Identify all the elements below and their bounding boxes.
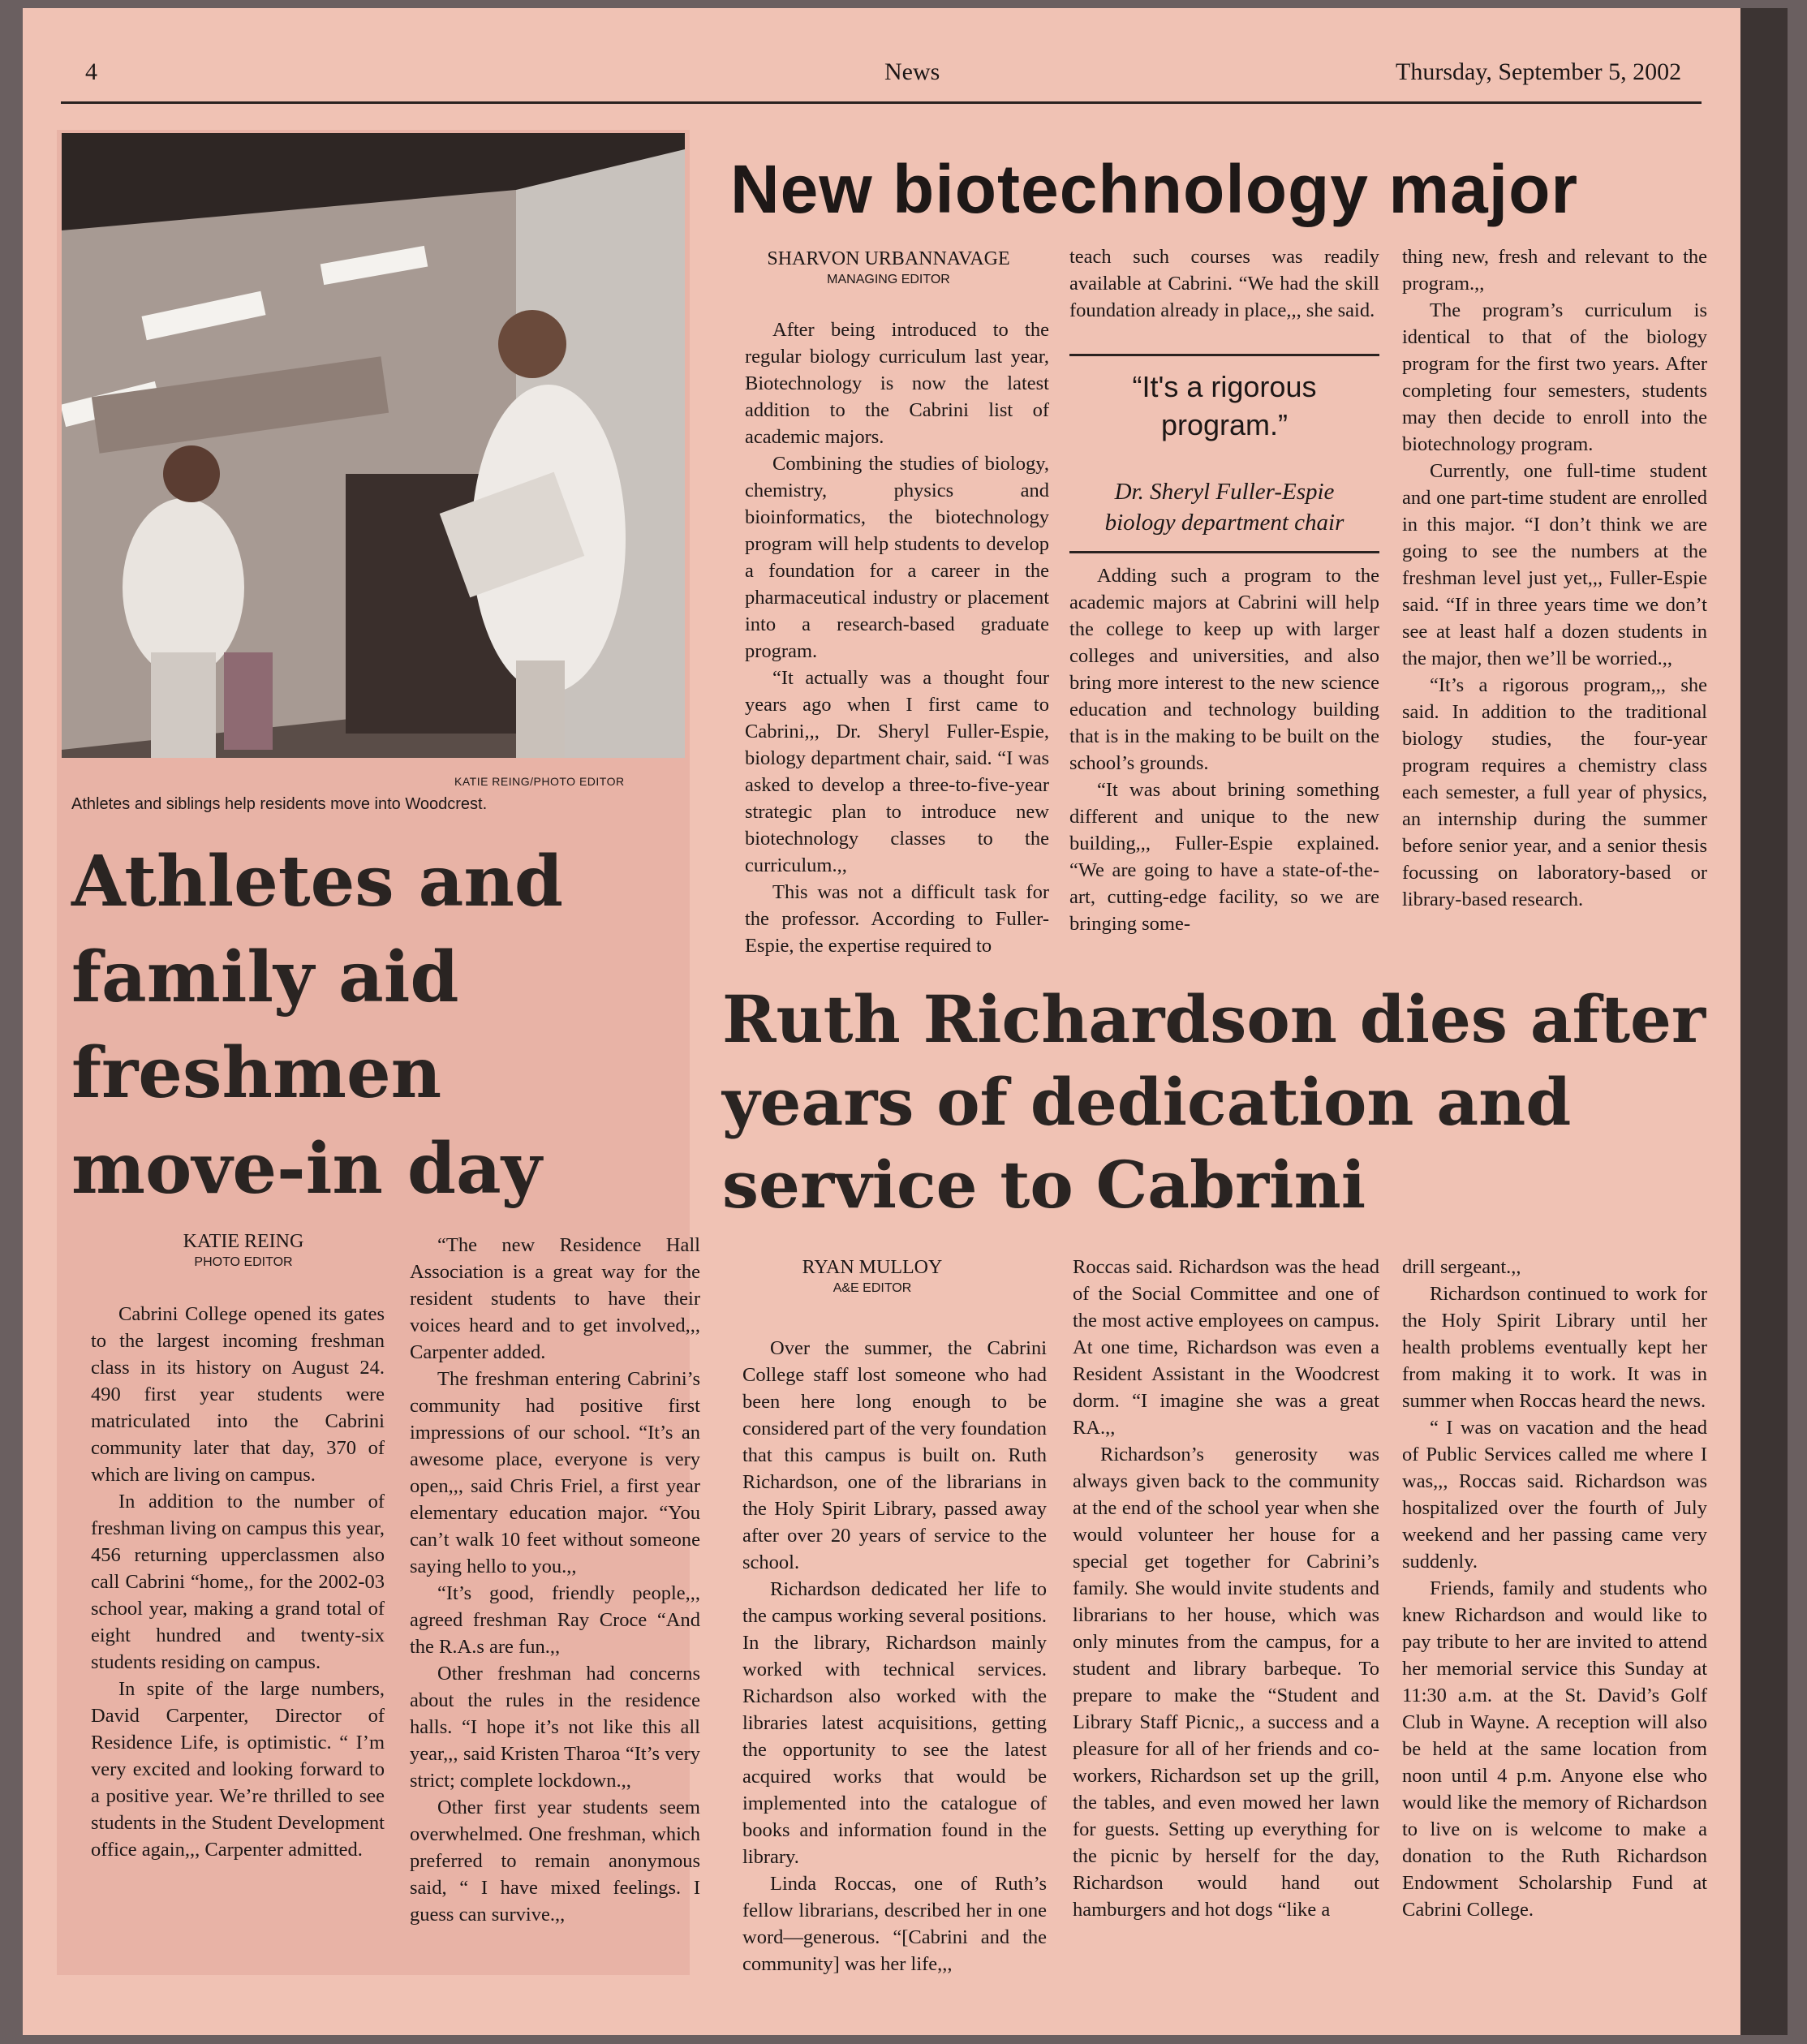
paragraph: “It was about brining something different and unique to the new building,,, Fuller-Espie explained. “We are going to have a state-of-the-art, cutting-edge facility, so we are bringing some-	[1069, 779, 1379, 935]
paragraph: In spite of the large numbers, David Carpenter, Director of Residence Life, is optimistic. “ I’m very excited and looking forward to a positive year. We’re thrilled to see students in the Student Development office again,,, Carpenter admitted.	[91, 1678, 385, 1861]
paragraph: Roccas said. Richardson was the head of the Social Committee and one of the most active employees on campus. At one time, Richardson was even a Resident Assistant in the Woodcrest dorm. “I imagine she was a great RA.,,	[1073, 1256, 1379, 1439]
byline-role: A&E EDITOR	[833, 1281, 912, 1295]
photo-credit: KATIE REING/PHOTO EDITOR	[454, 775, 625, 788]
paragraph: “It’s good, friendly people,,, agreed freshman Ray Croce “And the R.A.s are fun.,,	[410, 1582, 700, 1658]
issue-date: Thursday, September 5, 2002	[1396, 58, 1682, 85]
biotech-column-1	[745, 316, 1049, 959]
paragraph: teach such courses was readily available at Cabrini. “We had the skill foundation already in place,,, she said.	[1069, 246, 1379, 321]
paragraph: thing new, fresh and relevant to the program.,,	[1402, 246, 1707, 295]
ruth-column-2	[1073, 1254, 1379, 1923]
paragraph: In addition to the number of freshman living on campus this year, 456 returning upperclassmen also call Cabrini “home,, for the 2002-03 school year, making a grand total of eight hundred and twenty-six students residing on campus.	[91, 1491, 385, 1673]
move-in-photo	[62, 133, 685, 758]
header-rule	[61, 101, 1702, 104]
paragraph: The freshman entering Cabrini’s community had positive first impressions of our school. “It’s an awesome place, everyone is very open,,, said Chris Friel, a first year elementary education major. “You can’t walk 10 feet without someone saying hello to you.,,	[410, 1368, 700, 1577]
paragraph: The program’s curriculum is identical to that of the biology program for the first two years. After completing four semesters, students may then decide to enroll into the biotechnology program.	[1402, 299, 1707, 455]
paragraph: Cabrini College opened its gates to the largest incoming freshman class in its history on August 24. 490 first year students were matriculated into the Cabrini community later that day, 370 of which are living on campus.	[91, 1303, 385, 1486]
paragraph: Richardson’s generosity was always given back to the community at the end of the school year when she would volunteer her house for a special get together for Cabrini’s family. She would invite students and librarians to her house, which was only minutes from the campus, for a student and library barbeque. To prepare to make the “Student and Library Staff Picnic,, a success and a pleasure for all of her friends and co-workers, Richardson set up the grill, the tables, and even mowed her lawn for guests. Setting up everything for the picnic by herself for the day, Richardson would hand out hamburgers and hot dogs “like a	[1073, 1444, 1379, 1921]
biotech-column-2-bottom	[1069, 562, 1379, 937]
page-edge-shadow	[1740, 8, 1788, 2035]
page-number: 4	[85, 58, 97, 85]
byline-name: KATIE REING	[183, 1231, 304, 1252]
paragraph: “ I was on vacation and the head of Public Services called me where I was,,, Roccas said. Richardson was hospitalized over the fourth of July weekend and her passing came very suddenly.	[1402, 1417, 1707, 1573]
ruth-column-3	[1402, 1254, 1707, 1923]
biotech-byline	[755, 249, 1022, 290]
ruth-byline	[779, 1258, 966, 1298]
athletes-byline	[166, 1232, 321, 1272]
paragraph: Friends, family and students who knew Richardson and would like to pay tribute to her are invited to attend her memorial service this Sunday at 11:30 a.m. at the St. David’s Golf Club in Wayne. A reception will also be held at the same location from noon until 4 p.m. Anyone else who would like the memory of Richardson to live on is welcome to make a donation to the Ruth Richardson Endowment Scholarship Fund at Cabrini College.	[1402, 1577, 1707, 1921]
paragraph: Richardson dedicated her life to the campus working several positions. In the library, Richardson mainly worked with technical services. Richardson also worked with the libraries latest acquisitions, getting the opportunity to see the latest acquired works that would be implemented into the catalogue of books and information found in the library.	[742, 1578, 1047, 1868]
athletes-column-1	[91, 1301, 385, 1863]
biotech-column-2-top	[1069, 243, 1379, 324]
section-name: News	[884, 58, 940, 85]
paragraph: Other first year students seem overwhelmed. One freshman, which preferred to remain anonymous said, “ I have mixed feelings. I guess can survive.,,	[410, 1797, 700, 1926]
athletes-column-2	[410, 1232, 700, 1928]
athletes-headline: Athletes and family aid freshmen move-in day	[71, 841, 564, 1210]
paragraph: After being introduced to the regular biology curriculum last year, Biotechnology is now the latest addition to the Cabrini list of academic majors.	[745, 319, 1049, 448]
paragraph: This was not a difficult task for the professor. According to Fuller-Espie, the expertise required to	[745, 881, 1049, 957]
paragraph: Other freshman had concerns about the rules in the residence halls. “I hope it’s not like this all year,,, said Kristen Tharoa “It’s very strict; complete lockdown.,,	[410, 1663, 700, 1792]
ruth-headline: Ruth Richardson dies after years of dedication and service to Cabrini	[722, 981, 1706, 1223]
biotech-headline: New biotechnology major	[730, 151, 1579, 227]
paragraph: drill sergeant.,,	[1402, 1256, 1521, 1278]
byline-role: MANAGING EDITOR	[827, 273, 950, 286]
byline-name: SHARVON URBANNAVAGE	[767, 248, 1010, 269]
paragraph: Combining the studies of biology, chemistry, physics and bioinformatics, the biotechnology program will help students to develop a foundation for a career in the pharmaceutical industry or placement into a research-based graduate program.	[745, 453, 1049, 662]
paragraph: Richardson continued to work for the Holy Spirit Library until her health problems eventually kept her from making it to work. It was in summer when Roccas heard the news.	[1402, 1283, 1707, 1412]
paragraph: “The new Residence Hall Association is a great way for the resident students to have their voices heard and to get involved,,, Carpenter added.	[410, 1234, 700, 1363]
paragraph: Linda Roccas, one of Ruth’s fellow librarians, described her in one word—generous. “[Cabrini and the community] was her life,,,	[742, 1873, 1047, 1975]
paragraph: “It actually was a thought four years ago when I first came to Cabrini,,, Dr. Sheryl Fuller-Espie, biology department chair, said. “I was asked to develop a three-to-five-year strategic plan to introduce new biotechnology classes to the curriculum.,,	[745, 667, 1049, 876]
photo-caption: Athletes and siblings help residents move into Woodcrest.	[71, 795, 488, 813]
paragraph: Adding such a program to the academic majors at Cabrini will help the college to keep up with larger colleges and universities, and also bring more interest to the new science education and technology building that is in the making to be built on the school’s grounds.	[1069, 565, 1379, 774]
pull-quote-attribution: Dr. Sheryl Fuller-Espie	[1114, 479, 1335, 505]
paragraph: “It’s a rigorous program,,, she said. In addition to the traditional biology studies, the four-year program requires a chemistry class each semester, a full year of physics, an internship during the summer before senior year, and a senior thesis focussing on laboratory-based or library-based research.	[1402, 674, 1707, 910]
paragraph: Currently, one full-time student and one part-time student are enrolled in this major. “I don’t think we are going to see the numbers at the freshman level just yet,,, Fuller-Espie said. “If in three years time we don’t see at least half a dozen students in the major, then we’ll be worried.,,	[1402, 460, 1707, 669]
biotech-column-3	[1402, 243, 1707, 913]
byline-role: PHOTO EDITOR	[194, 1255, 293, 1269]
pull-quote	[1069, 354, 1379, 553]
pull-quote-role: biology department chair	[1104, 510, 1344, 536]
paragraph: Over the summer, the Cabrini College staff lost someone who had been here long enough to be considered part of the very foundation that this campus is built on. Ruth Richardson, one of the librarians in the Holy Spirit Library, passed away after over 20 years of service to the school.	[742, 1337, 1047, 1573]
ruth-column-1	[742, 1335, 1047, 1977]
byline-name: RYAN MULLOY	[802, 1257, 943, 1278]
pull-quote-text: “It's a rigorous program.”	[1132, 370, 1317, 441]
